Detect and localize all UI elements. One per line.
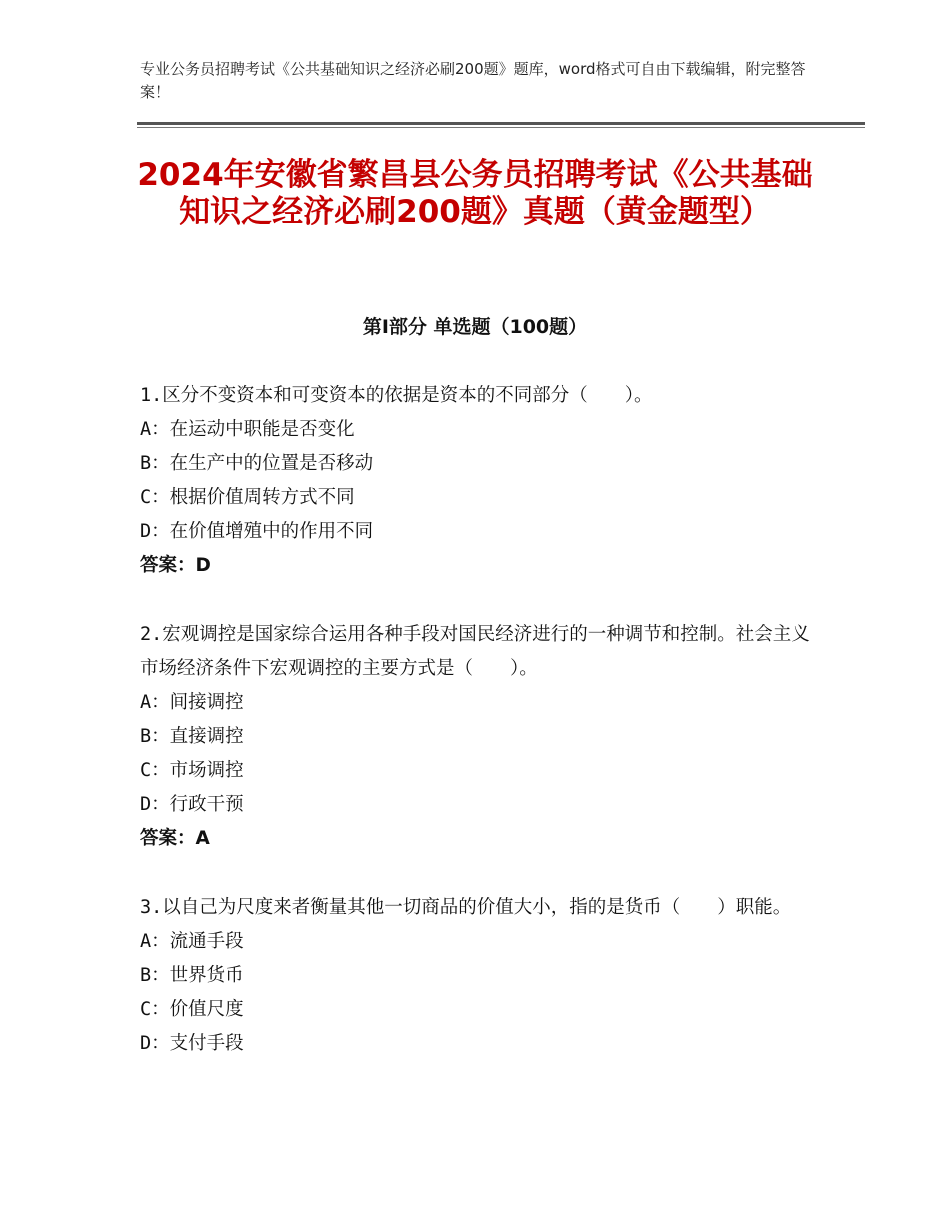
question-3	[140, 891, 810, 1061]
document-title: 2024年安徽省繁昌县公务员招聘考试《公共基础知识之经济必刷200题》真题（黄金题型）	[137, 157, 813, 230]
option-a: A：间接调控	[140, 692, 244, 713]
section-heading: 第Ⅰ部分 单选题（100题）	[362, 316, 588, 338]
option-c: C：市场调控	[140, 760, 244, 781]
option-b: B：世界货币	[140, 965, 244, 986]
header-note: 专业公务员招聘考试《公共基础知识之经济必刷200题》题库，word格式可自由下载编辑，附完整答案！	[140, 60, 806, 101]
question-stem: 1.区分不变资本和可变资本的依据是资本的不同部分（ ）。	[140, 385, 653, 406]
answer-label: 答案：D	[140, 555, 211, 576]
option-d: D：行政干预	[140, 794, 244, 815]
header-divider	[137, 122, 865, 125]
option-b: B：在生产中的位置是否移动	[140, 453, 374, 474]
option-d: D：在价值增殖中的作用不同	[140, 521, 374, 542]
question-stem: 2.宏观调控是国家综合运用各种手段对国民经济进行的一种调节和控制。社会主义市场经济条件下宏观调控的主要方式是（ ）。	[140, 624, 810, 679]
option-a: A：流通手段	[140, 931, 244, 952]
answer-label: 答案：A	[140, 828, 210, 849]
header-divider-thin	[137, 127, 865, 128]
question-stem: 3.以自己为尺度来者衡量其他一切商品的价值大小，指的是货币（ ）职能。	[140, 897, 792, 918]
option-d: D：支付手段	[140, 1033, 244, 1054]
option-c: C：根据价值周转方式不同	[140, 487, 355, 508]
option-c: C：价值尺度	[140, 999, 244, 1020]
option-a: A：在运动中职能是否变化	[140, 419, 355, 440]
question-2	[140, 618, 810, 856]
option-b: B：直接调控	[140, 726, 244, 747]
question-1	[140, 379, 810, 583]
